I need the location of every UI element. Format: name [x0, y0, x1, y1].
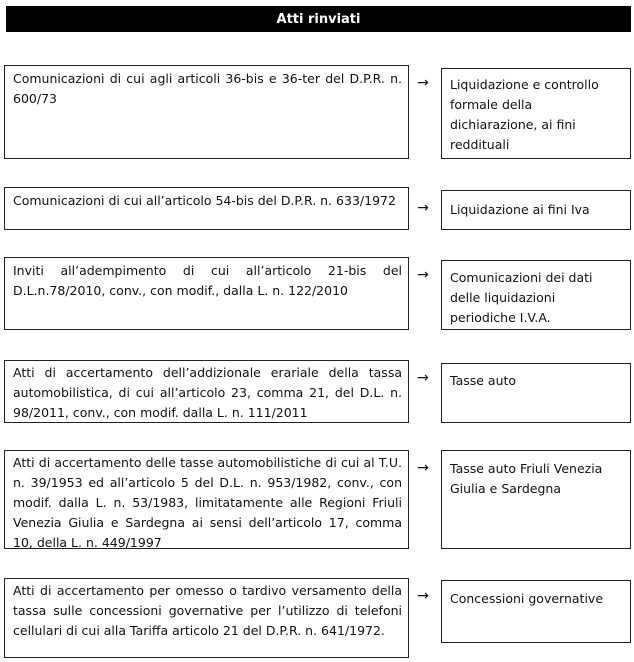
row-1-left-box: Comunicazioni di cui agli articoli 36-bis e 36-ter del D.P.R. n. 600/73	[4, 65, 409, 159]
row-6-left-box: Atti di accertamento per omesso o tardivo versamento della tassa sulle concessioni governative per l’utilizzo di telefoni cellulari di cui alla Tariffa articolo 21 del D.P.R. n. 641/1972.	[4, 578, 409, 658]
arrow-right-icon: →	[417, 267, 429, 283]
row-2-left-box: Comunicazioni di cui all’articolo 54-bis del D.P.R. n. 633/1972	[4, 187, 409, 230]
page-title: Atti rinviati	[6, 6, 631, 32]
row-2-right-box: Liquidazione ai fini Iva	[441, 190, 631, 230]
arrow-right-icon: →	[417, 588, 429, 604]
arrow-right-icon: →	[417, 370, 429, 386]
row-6-right-box: Concessioni governative	[441, 580, 631, 643]
row-4-left-box: Atti di accertamento dell’addizionale erariale della tassa automobilistica, di cui all’articolo 23, comma 21, del D.L. n. 98/2011, conv., con modif. dalla L. n. 111/2011	[4, 360, 409, 423]
arrow-right-icon: →	[417, 75, 429, 91]
row-5-left-box: Atti di accertamento delle tasse automobilistiche di cui al T.U. n. 39/1953 ed all’articolo 5 del D.L. n. 953/1982, conv., con modif. dalla L. n. 53/1983, limitatamente alle Regioni Friuli Venezia Giulia e Sardegna ai sensi dell’articolo 17, comma 10, della L. n. 449/1997	[4, 450, 409, 549]
arrow-right-icon: →	[417, 200, 429, 216]
row-4-right-box: Tasse auto	[441, 363, 631, 423]
row-5-right-box: Tasse auto Friuli Venezia Giulia e Sardegna	[441, 450, 631, 549]
arrow-right-icon: →	[417, 460, 429, 476]
row-3-right-box: Comunicazioni dei dati delle liquidazioni periodiche I.V.A.	[441, 260, 631, 330]
row-1-right-box: Liquidazione e controllo formale della dichiarazione, ai fini reddituali	[441, 68, 631, 159]
row-3-left-box: Inviti all’adempimento di cui all’articolo 21-bis del D.L.n.78/2010, conv., con modif., dalla L. n. 122/2010	[4, 257, 409, 330]
